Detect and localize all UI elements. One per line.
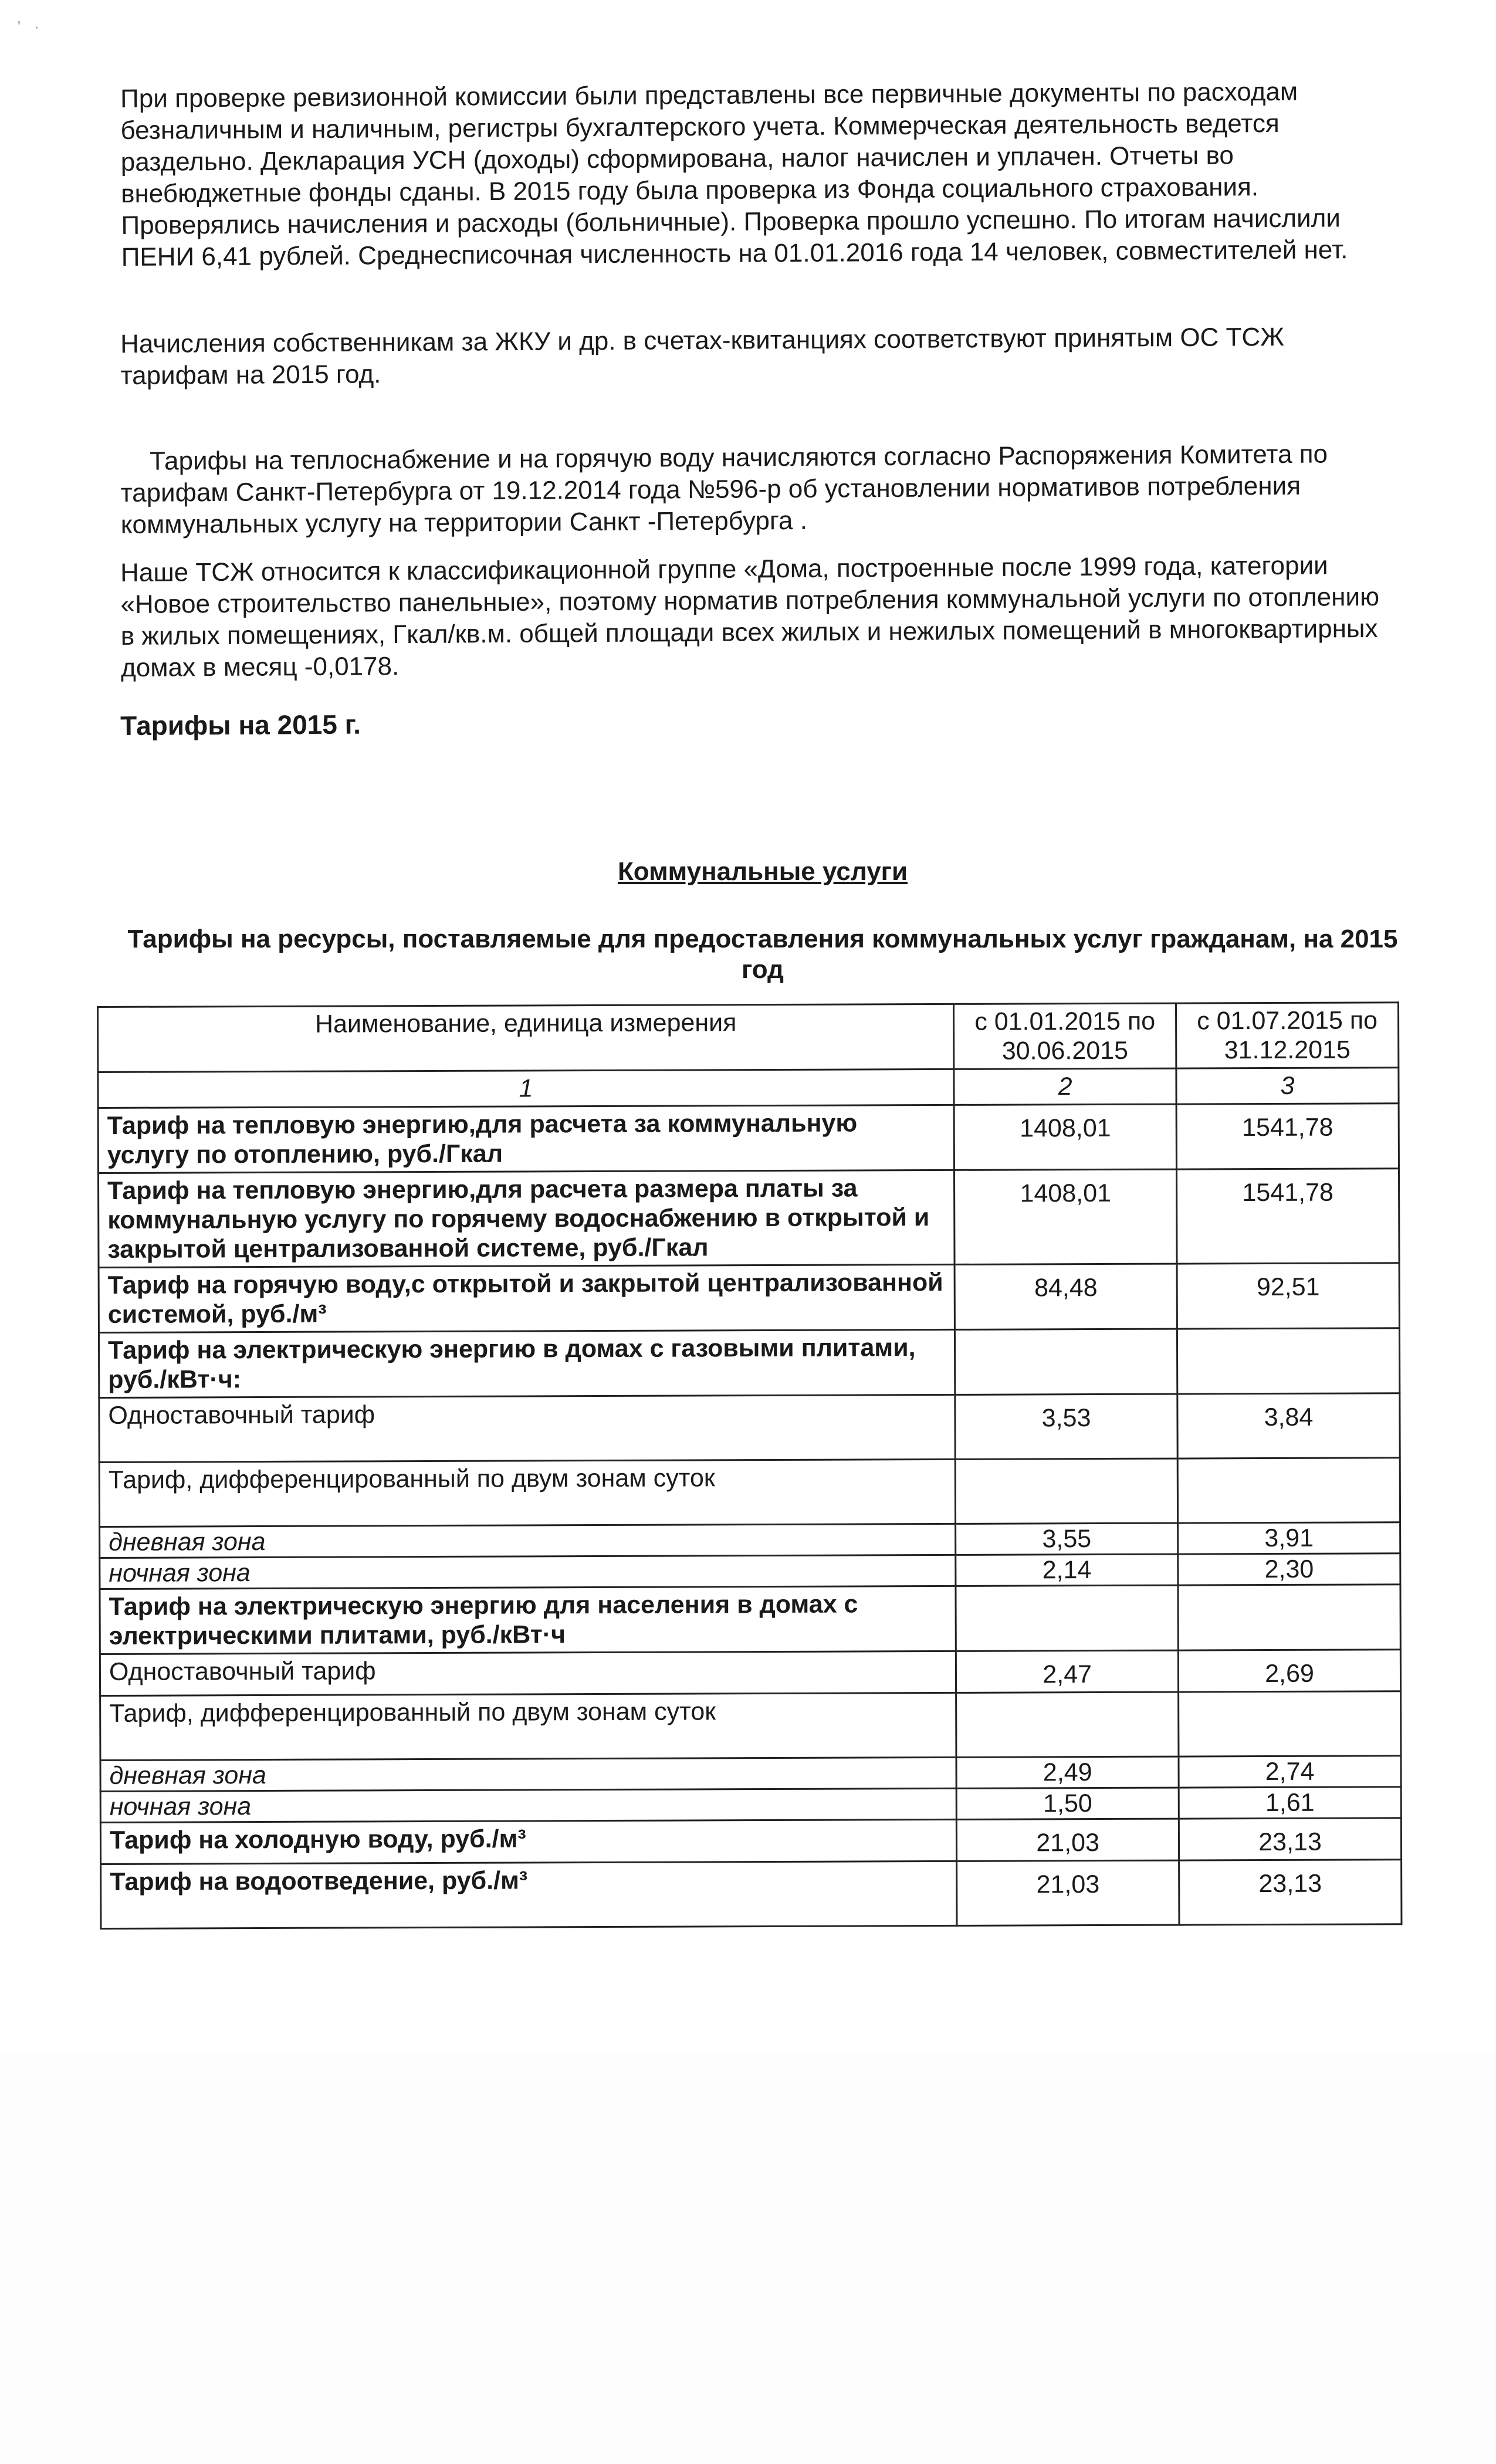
row-name: Тариф на горячую воду,с открытой и закрытой централизованной системой, руб./м³ — [99, 1264, 955, 1332]
row-value-2: 23,13 — [1179, 1818, 1401, 1860]
row-name: Тариф на электрическую энергию в домах с газовыми плитами, руб./кВт·ч: — [99, 1329, 955, 1397]
row-value-1: 21,03 — [957, 1860, 1179, 1925]
row-value-2: 92,51 — [1177, 1263, 1399, 1329]
table-row — [99, 1263, 1399, 1333]
row-value-1: 84,48 — [955, 1264, 1177, 1329]
table-title: Тарифы на ресурсы, поставляемые для предоставления коммунальных услуг гражданам, на 2015 год — [127, 925, 1398, 984]
row-value-1 — [956, 1585, 1178, 1651]
row-name: Тариф на электрическую энергию для населения в домах с электрическими плитами, руб./кВт·ч — [100, 1586, 956, 1654]
row-value-1: 2,47 — [956, 1650, 1179, 1693]
row-value-1: 2,14 — [956, 1554, 1178, 1586]
classification-paragraph: Наше ТСЖ относится к классификационной группе «Дома, построенные после 1999 года, категории «Новое строительство панельные», поэтому норматив потребления коммунальной услуги по отоплению в жилых помещениях, Гкал/кв.м. общей площади всех жилых и нежилых помещений в многоквартирных домах в месяц -0,0178. — [120, 551, 1380, 682]
row-value-2: 3,91 — [1178, 1522, 1400, 1554]
row-name: Одноставочный тариф — [100, 1651, 956, 1695]
row-name: Тариф на холодную воду, руб./м³ — [100, 1819, 956, 1864]
column-number-row — [98, 1068, 1399, 1108]
table-row — [99, 1393, 1400, 1463]
row-value-1: 1408,01 — [954, 1104, 1176, 1170]
table-row — [100, 1522, 1400, 1558]
row-name: дневная зона — [100, 1757, 956, 1791]
row-value-2: 23,13 — [1179, 1860, 1402, 1925]
row-name: Одноставочный тариф — [99, 1395, 956, 1462]
row-value-1 — [955, 1458, 1177, 1524]
row-value-1: 3,53 — [955, 1394, 1177, 1459]
table-row — [100, 1787, 1401, 1823]
table-row — [100, 1553, 1400, 1589]
table-row — [100, 1585, 1400, 1654]
row-value-2: 3,84 — [1177, 1393, 1400, 1458]
table-row — [100, 1650, 1400, 1696]
table-row — [100, 1756, 1401, 1792]
row-value-2 — [1177, 1328, 1400, 1394]
row-name: дневная зона — [100, 1524, 956, 1558]
header-name: Наименование, единица измерения — [98, 1004, 955, 1072]
scan-artifact-icon: ' · — [18, 18, 44, 35]
table-row — [100, 1691, 1401, 1761]
row-value-2: 2,30 — [1178, 1553, 1400, 1585]
row-value-1: 1408,01 — [955, 1169, 1177, 1264]
row-name: Тариф, дифференцированный по двум зонам суток — [99, 1459, 956, 1527]
charges-paragraph: Начисления собственникам за ЖКУ и др. в счетах-квитанциях соответствуют принятым ОС ТСЖ тарифам на 2015 год. — [120, 322, 1285, 390]
table-row — [100, 1818, 1401, 1864]
row-value-2: 1,61 — [1179, 1787, 1401, 1819]
section-title: Коммунальные услуги — [617, 857, 908, 886]
table-row — [99, 1328, 1399, 1398]
row-value-2 — [1178, 1585, 1400, 1650]
heating-tariffs-paragraph: Тарифы на теплоснабжение и на горячую воду начисляются согласно Распоряжения Комитета по тарифам Санкт-Петербурга от 19.12.2014 года №596-р об установлении нормативов потребления коммунальных услугу на территории Санкт -Петербурга . — [120, 439, 1328, 539]
row-name: ночная зона — [100, 1788, 956, 1822]
audit-paragraph: При проверке ревизионной комиссии были представлены все первичные документы по расходам безналичным и наличным, регистры бухгалтерского учета. Коммерческая деятельность ведется раздельно. Декларация УСН (доходы) сформирована, налог начислен и уплачен. Отчеты во внебюджетные фонды сданы. В 2015 году была проверка из Фонда социального страхования. Проверялись начисления и расходы (больничные). Проверка прошло успешно. По итогам начислили ПЕНИ 6,41 рублей. Среднесписочная численность на 01.01.2016 года 14 человек, совместителей нет. — [120, 77, 1348, 272]
row-name: Тариф, дифференцированный по двум зонам суток — [100, 1693, 957, 1760]
row-name: Тариф на водоотведение, руб./м³ — [101, 1861, 957, 1928]
tariffs-table — [97, 1001, 1402, 1930]
row-value-1: 1,50 — [956, 1788, 1179, 1819]
row-value-1 — [955, 1329, 1177, 1395]
header-period-1: с 01.01.2015 по 30.06.2015 — [954, 1003, 1176, 1069]
row-value-2 — [1179, 1691, 1401, 1756]
table-row — [98, 1169, 1399, 1268]
row-value-2: 1541,78 — [1176, 1104, 1399, 1169]
row-name: Тариф на тепловую энергию,для расчета размера платы за коммунальную услугу по горячему водоснабжению в открытой и закрытой централизованной системе, руб./Гкал — [98, 1170, 955, 1267]
table-header-row — [98, 1003, 1399, 1072]
row-value-2: 1541,78 — [1177, 1169, 1399, 1264]
row-value-1 — [956, 1692, 1179, 1757]
row-name: Тариф на тепловую энергию,для расчета за коммунальную услугу по отоплению, руб./Гкал — [98, 1105, 955, 1173]
column-number: 3 — [1176, 1068, 1399, 1104]
table-row — [101, 1860, 1402, 1929]
row-value-2: 2,74 — [1179, 1756, 1401, 1788]
table-row — [99, 1458, 1400, 1527]
row-value-2: 2,69 — [1178, 1650, 1400, 1692]
row-value-1: 2,49 — [956, 1756, 1179, 1788]
column-number: 2 — [954, 1068, 1176, 1105]
table-row — [98, 1104, 1399, 1173]
row-value-1: 21,03 — [957, 1819, 1179, 1861]
row-name: ночная зона — [100, 1555, 956, 1589]
tariffs-year-heading: Тарифы на 2015 г. — [120, 709, 361, 741]
row-value-1: 3,55 — [956, 1523, 1178, 1555]
header-period-2: с 01.07.2015 по 31.12.2015 — [1176, 1003, 1399, 1068]
row-value-2 — [1177, 1458, 1400, 1523]
column-number: 1 — [98, 1069, 954, 1108]
